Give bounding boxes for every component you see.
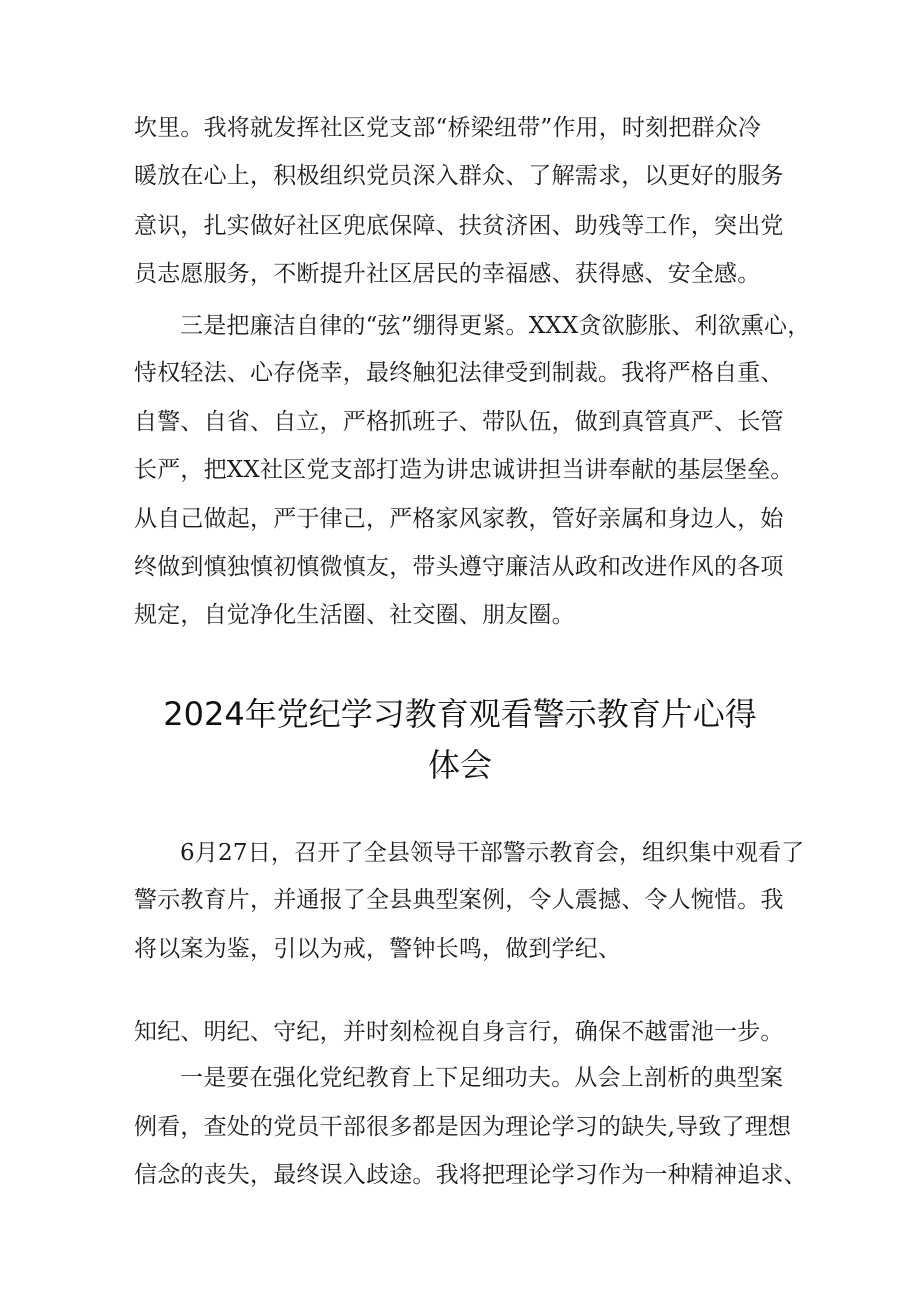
body-text-line: 坎里。我将就发挥社区党支部“桥梁纽带”作用，时刻把群众冷	[134, 115, 762, 141]
body-text-line: 从自己做起，严于律己，严格家风家教，管好亲属和身边人，始	[134, 506, 784, 532]
body-text-line: 知纪、明纪、守纪，并时刻检视自身言行，确保不越雷池一步。	[134, 1019, 784, 1045]
document-title: 2024年党纪学习教育观看警示教育片心得	[163, 695, 757, 733]
document-title-continued: 体会	[427, 746, 492, 784]
body-text-line: 将以案为鉴，引以为戒，警钟长鸣，做到学纪、	[134, 936, 622, 962]
body-text-line: 员志愿服务，不断提升社区居民的幸福感、获得感、安全感。	[134, 261, 761, 287]
body-text-line: 规定，自觉净化生活圈、社交圈、朋友圈。	[134, 602, 575, 628]
body-text-line: 一是要在强化党纪教育上下足细功夫。从会上剖析的典型案	[180, 1065, 784, 1091]
body-text-line: 暖放在心上，积极组织党员深入群众、了解需求，以更好的服务	[134, 163, 784, 189]
body-text-line: 警示教育片，并通报了全县典型案例，令人震撼、令人惋惜。我	[134, 887, 784, 913]
body-text-line: 终做到慎独慎初慎微慎友，带头遵守廉洁从政和改进作风的各项	[134, 554, 784, 580]
body-text-line: 自警、自省、自立，严格抓班子、带队伍，做到真管真严、长管	[134, 409, 784, 435]
body-text-line: 长严，把XX社区党支部打造为讲忠诚讲担当讲奉献的基层堡垒。	[134, 457, 794, 483]
body-text-line: 6月27日，召开了全县领导干部警示教育会，组织集中观看了	[180, 840, 805, 866]
body-text-line: 恃权轻法、心存侥幸，最终触犯法律受到制裁。我将严格自重、	[134, 360, 784, 386]
body-text-line: 信念的丧失，最终误入歧途。我将把理论学习作为一种精神追求、	[134, 1162, 807, 1188]
body-text-line: 例看，查处的党员干部很多都是因为理论学习的缺失,导致了理想	[134, 1114, 792, 1140]
body-text-line: 三是把廉洁自律的“弦”绷得更紧。XXX贪欲膨胀、利欲熏心，	[180, 313, 811, 339]
body-text-line: 意识，扎实做好社区兜底保障、扶贫济困、助残等工作，突出党	[134, 213, 784, 239]
